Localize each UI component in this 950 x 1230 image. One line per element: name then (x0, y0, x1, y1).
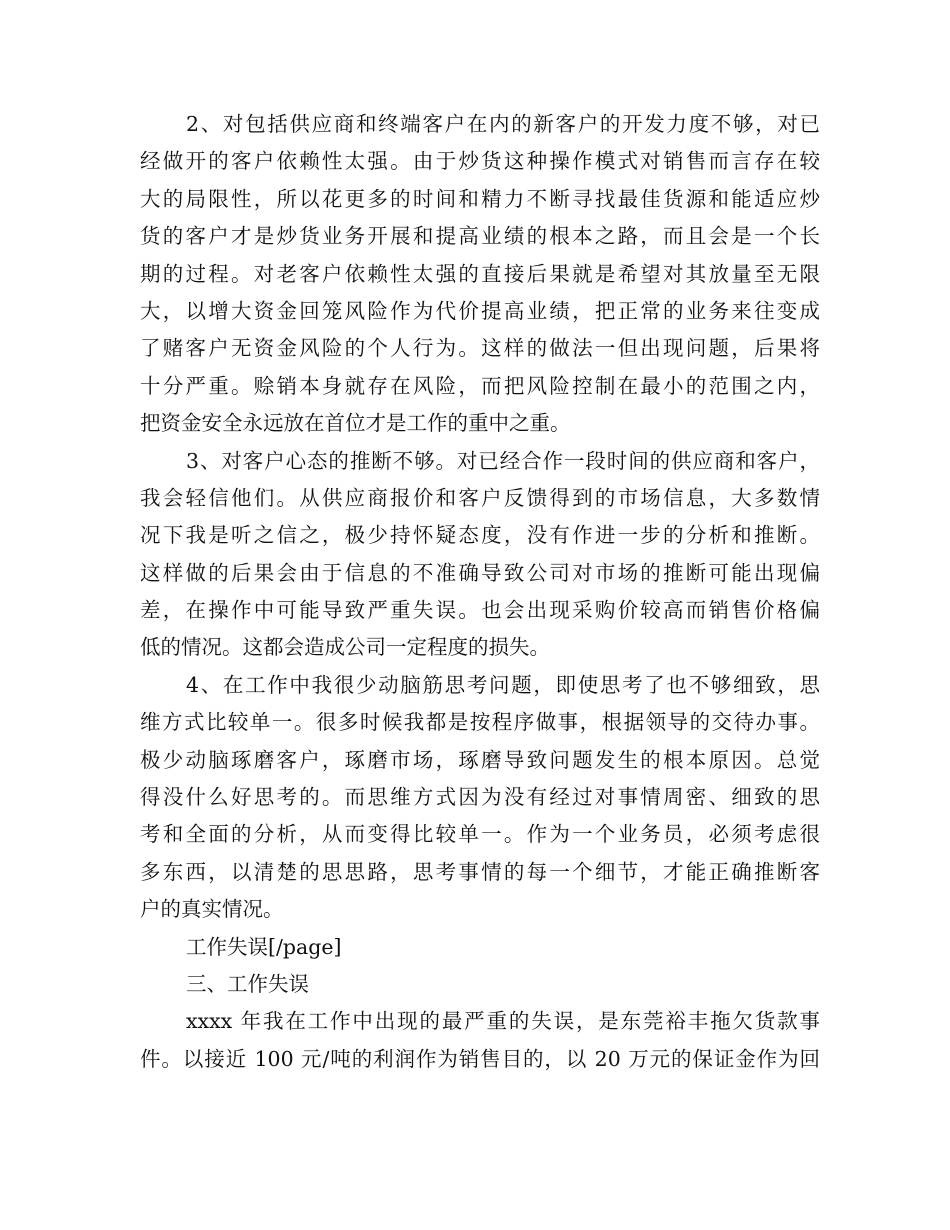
paragraph-2-line-2: 经做开的客户依赖性太强。由于炒货这种操作模式对销售而言存在较 (140, 149, 820, 174)
paragraph-2-line-7: 了赌客户无资金风险的个人行为。这样的做法一但出现问题，后果将 (140, 336, 820, 361)
document-body (140, 106, 820, 1078)
paragraph-5-line-1: xxxx 年我在工作中出现的最严重的失误，是东莞裕丰拖欠货款事 (186, 1009, 820, 1034)
paragraph-2-line-6: 大，以增大资金回笼风险作为代价提高业绩，把正常的业务来往变成 (140, 298, 820, 323)
paragraph-4-line-6: 多东西，以清楚的思思路，思考事情的每一个细节，才能正确推断客 (140, 859, 820, 884)
paragraph-2-line-9: 把资金安全永远放在首位才是工作的重中之重。 (140, 411, 571, 436)
paragraph-3-line-5: 差，在操作中可能导致严重失误。也会出现采购价较高而销售价格偏 (140, 598, 820, 623)
paragraph-3-line-3: 况下我是听之信之，极少持怀疑态度，没有作进一步的分析和推断。 (140, 523, 820, 548)
paragraph-2-line-5: 期的过程。对老客户依赖性太强的直接后果就是希望对其放量至无限 (140, 261, 820, 286)
paragraph-4-line-7: 户的真实情况。 (140, 897, 284, 922)
paragraph-5-line-2: 件。以接近 100 元/吨的利润作为销售目的，以 20 万元的保证金作为回 (140, 1046, 820, 1071)
paragraph-3-line-2: 我会轻信他们。从供应商报价和客户反馈得到的市场信息，大多数情 (140, 485, 820, 510)
paragraph-2-line-3: 大的局限性，所以花更多的时间和精力不断寻找最佳货源和能适应炒 (140, 186, 820, 211)
paragraph-4-line-3: 极少动脑琢磨客户，琢磨市场，琢磨导致问题发生的根本原因。总觉 (140, 747, 820, 772)
paragraph-3-line-6: 低的情况。这都会造成公司一定程度的损失。 (140, 635, 550, 660)
paragraph-4-line-5: 考和全面的分析，从而变得比较单一。作为一个业务员，必须考虑很 (140, 822, 820, 847)
paragraph-3-line-4: 这样做的后果会由于信息的不准确导致公司对市场的推断可能出现偏 (140, 560, 820, 585)
paragraph-3-line-1: 3、对客户心态的推断不够。对已经合作一段时间的供应商和客户， (186, 448, 820, 473)
paragraph-4-line-2: 维方式比较单一。很多时候我都是按程序做事，根据领导的交待办事。 (140, 710, 820, 735)
paragraph-2-line-8: 十分严重。赊销本身就存在风险，而把风险控制在最小的范围之内， (140, 373, 820, 398)
section-heading: 三、工作失误 (186, 971, 309, 996)
paragraph-4-line-1: 4、在工作中我很少动脑筋思考问题，即使思考了也不够细致，思 (186, 672, 820, 697)
paragraph-4-line-4: 得没什么好思考的。而思维方式因为没有经过对事情周密、细致的思 (140, 785, 820, 810)
section-marker: 工作失误[/page] (186, 934, 342, 959)
paragraph-2-line-4: 货的客户才是炒货业务开展和提高业绩的根本之路，而且会是一个长 (140, 224, 820, 249)
paragraph-2-line-1: 2、对包括供应商和终端客户在内的新客户的开发力度不够，对已 (186, 112, 820, 136)
